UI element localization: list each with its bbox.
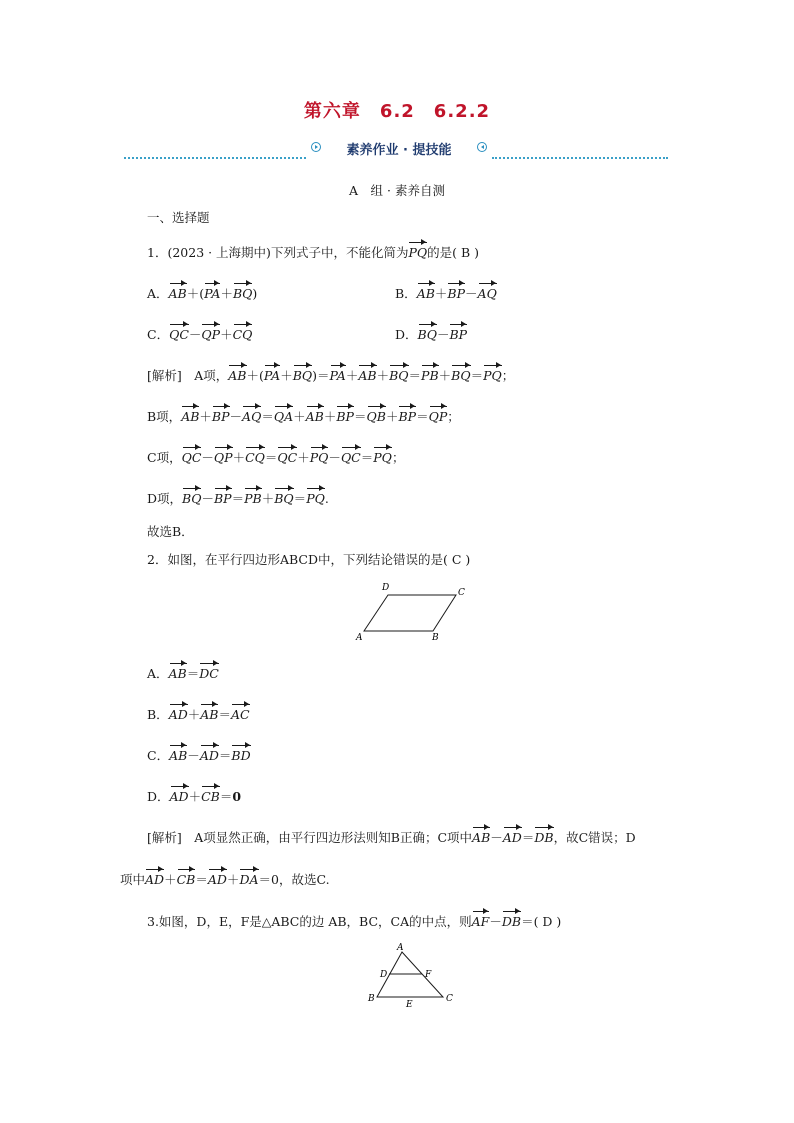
math-expression	[182, 450, 405, 465]
vector: AB	[416, 286, 435, 301]
figure-label-b: B	[432, 633, 439, 642]
vector: AD	[145, 872, 165, 887]
math-expression	[145, 872, 330, 887]
vector: BP	[213, 491, 232, 506]
question-2-option-a	[147, 664, 219, 682]
operator-text: ＋	[187, 707, 201, 722]
vector: AB	[168, 286, 187, 301]
operator-text: ＋	[226, 872, 240, 887]
operator-text: ＋	[199, 409, 212, 424]
question-3-stem	[147, 912, 561, 930]
operator-text: ＋	[385, 409, 399, 424]
operator-text: ＋	[220, 286, 233, 301]
operator-text: ＋	[164, 872, 177, 887]
operator-text: －	[229, 409, 243, 424]
vector: BQ	[389, 368, 409, 383]
operator-text: ＋	[434, 286, 448, 301]
math-expression	[169, 286, 258, 301]
operator-text: ＝	[218, 748, 232, 763]
question-1-option-c	[147, 325, 252, 343]
operator-text: ＋	[438, 368, 452, 383]
vector: AD	[207, 872, 227, 887]
question-1-analysis-b	[147, 407, 460, 425]
vector: BQ	[182, 491, 202, 506]
vector: AB	[305, 409, 324, 424]
operator-text: ＋	[261, 491, 275, 506]
operator-text: －	[328, 450, 341, 465]
option-label: B．	[147, 707, 169, 722]
banner	[309, 138, 489, 158]
divider-right	[492, 157, 668, 159]
question-2-option-d	[147, 787, 241, 805]
option-label: B．	[395, 286, 417, 301]
analysis-suffix: ，故C错误；D	[553, 830, 636, 845]
math-expression	[182, 491, 329, 506]
operator-text: ＋	[293, 409, 306, 424]
vector: PA	[329, 368, 346, 383]
question-1-analysis-d	[147, 489, 329, 507]
operator-text: ＝	[408, 368, 422, 383]
vector: AB	[228, 368, 247, 383]
vector: PB	[244, 491, 262, 506]
vector: AB	[358, 368, 377, 383]
math-expression	[228, 368, 514, 383]
triangle-figure	[364, 940, 460, 1010]
vector: AB	[168, 666, 187, 681]
operator-text: ＝	[416, 409, 429, 424]
figure-label-d: D	[380, 970, 388, 980]
operator-text: ＝	[521, 830, 535, 845]
question-2-option-b	[147, 705, 250, 723]
vector: BQ	[292, 368, 313, 383]
operator-text: ＝	[353, 409, 367, 424]
operator-text: ＋	[220, 327, 233, 342]
operator-text: ＝0，故选C.	[258, 872, 330, 887]
math-expression	[418, 327, 468, 342]
math-expression	[181, 409, 460, 424]
vector: BP	[211, 409, 230, 424]
math-expression	[169, 666, 219, 681]
vector: QC	[169, 327, 189, 342]
math-expression	[170, 789, 242, 804]
vector: AQ	[242, 409, 262, 424]
operator-text: －	[187, 748, 200, 763]
operator-text: ＝	[360, 450, 374, 465]
play-left-icon	[477, 142, 487, 152]
operator-text: ＝	[218, 707, 231, 722]
operator-text: ＝	[195, 872, 208, 887]
vector: PB	[421, 368, 439, 383]
analysis-prefix: [解析] A项，	[147, 368, 229, 383]
option-label: D．	[147, 789, 170, 804]
operator-text: －	[465, 286, 478, 301]
operator-text: －	[188, 327, 202, 342]
question-2-stem: 2．如图，在平行四边形ABCD中，下列结论错误的是( C )	[147, 552, 471, 567]
vector: QA	[273, 409, 294, 424]
option-label: A．	[147, 286, 169, 301]
operator-text: －	[201, 491, 214, 506]
vector: CQ	[232, 327, 253, 342]
vector: AB	[472, 830, 491, 845]
option-label: D．	[395, 327, 418, 342]
vector: DA	[239, 872, 259, 887]
vector: DB	[501, 914, 522, 929]
divider-left	[124, 157, 306, 159]
vector: BP	[449, 327, 468, 342]
operator-text: ＝	[261, 409, 274, 424]
question-2-analysis-line2	[120, 870, 330, 888]
figure-label-c: C	[458, 588, 465, 598]
option-label: C．	[147, 748, 170, 763]
math-expression	[169, 748, 251, 763]
vector: AB	[181, 409, 200, 424]
vector: PA	[263, 368, 281, 383]
operator-text: ＝	[231, 491, 245, 506]
vector: AB	[200, 707, 219, 722]
figure-label-a: A	[397, 943, 404, 953]
vector: QB	[366, 409, 386, 424]
option-label: C．	[147, 327, 170, 342]
vector: BQ	[274, 491, 294, 506]
operator-text: ＝	[186, 666, 200, 681]
analysis-prefix: 项中	[120, 872, 146, 887]
operator-text: .	[324, 491, 329, 506]
vector: PA	[204, 286, 221, 301]
vector: AD	[168, 707, 188, 722]
question-1-option-a	[147, 284, 257, 302]
vector: CB	[201, 789, 220, 804]
vector: AQ	[477, 286, 497, 301]
question-1-analysis-a	[147, 366, 514, 384]
operator-text: ＝	[264, 450, 278, 465]
vector: QC	[340, 450, 361, 465]
question-1-conclusion: 故选B．	[147, 524, 194, 539]
operator-text: －	[436, 327, 450, 342]
option-label: A．	[147, 666, 169, 681]
group-heading: A 组 · 素养自测	[349, 183, 445, 198]
figure-label-c: C	[446, 994, 453, 1004]
operator-text: ；	[501, 368, 515, 383]
vector: QC	[277, 450, 298, 465]
vector: BQ	[451, 368, 471, 383]
parallelogram-shape	[364, 595, 456, 631]
vector: BP	[398, 409, 417, 424]
vector: QP	[213, 450, 233, 465]
operator-text: ＝	[470, 368, 484, 383]
operator-text: ＋(	[186, 286, 205, 301]
zero-vector: 0	[232, 789, 242, 804]
question-3-stem-prefix: 3.如图，D，E，F是△ABC的边 AB，BC，CA的中点，则	[147, 914, 472, 929]
vector: BP	[447, 286, 466, 301]
vector: AF	[471, 914, 490, 929]
vector: AD	[502, 830, 522, 845]
question-1-option-b	[395, 284, 497, 302]
figure-label-a: A	[356, 633, 363, 642]
operator-text: ；	[391, 450, 405, 465]
analysis-prefix: D项，	[147, 491, 183, 506]
question-3-stem-suffix: ＝( D )	[521, 914, 562, 929]
operator-text: ＝	[219, 789, 233, 804]
vector: BD	[231, 748, 251, 763]
vector: AD	[169, 789, 189, 804]
vector: BQ	[232, 286, 253, 301]
vector: BQ	[417, 327, 437, 342]
section-heading: 一、选择题	[147, 210, 210, 225]
analysis-prefix: B项，	[147, 409, 182, 424]
vector: PQ	[483, 368, 502, 383]
vector: PQ	[309, 450, 329, 465]
vector: PQ	[373, 450, 392, 465]
operator-text: ＋	[376, 368, 390, 383]
vector: PQ	[306, 491, 325, 506]
operator-text: ＋	[232, 450, 246, 465]
question-1-stem-prefix: 1．(2023 · 上海期中)下列式子中，不能化简为	[147, 245, 409, 260]
math-expression	[169, 707, 250, 722]
question-2-analysis-line1	[147, 828, 636, 846]
vector: DC	[199, 666, 219, 681]
figure-label-d: D	[382, 583, 390, 593]
vector: CQ	[245, 450, 265, 465]
vector: AB	[169, 748, 188, 763]
math-expression	[417, 286, 497, 301]
banner-text: 素养作业 · 提技能	[346, 143, 452, 158]
page-title: 第六章 6.2 6.2.2	[303, 101, 491, 122]
operator-text: ＋	[345, 368, 359, 383]
vector: CB	[176, 872, 196, 887]
vector: AD	[199, 748, 219, 763]
question-1-stem-suffix: 的是( B )	[427, 245, 480, 260]
operator-text: ＋	[188, 789, 202, 804]
operator-text: －	[201, 450, 214, 465]
math-expression	[169, 327, 252, 342]
analysis-prefix: C项，	[147, 450, 182, 465]
vector: DB	[534, 830, 554, 845]
vector: QC	[181, 450, 202, 465]
vector: BP	[336, 409, 354, 424]
operator-text: －	[489, 914, 502, 929]
operator-text: ＋(	[246, 368, 264, 383]
operator-text: ＋	[280, 368, 293, 383]
analysis-prefix: [解析] A项显然正确，由平行四边形法则知B正确；C项中	[147, 830, 473, 845]
figure-label-b: B	[368, 994, 375, 1004]
question-1-analysis-c	[147, 448, 404, 466]
vector: QP	[201, 327, 221, 342]
vector: QP	[428, 409, 448, 424]
operator-text: ；	[447, 409, 460, 424]
question-1-stem-vector: PQ	[408, 245, 428, 260]
figure-label-f: F	[425, 970, 432, 980]
operator-text: ＝	[293, 491, 307, 506]
operator-text: )	[252, 286, 258, 301]
parallelogram-figure	[350, 578, 475, 642]
question-2-option-c	[147, 746, 251, 764]
operator-text: )＝	[312, 368, 330, 383]
figure-label-e: E	[406, 1000, 413, 1010]
math-expression	[472, 914, 521, 929]
operator-text: ＋	[323, 409, 337, 424]
question-1-stem	[147, 243, 479, 261]
operator-text: ＋	[297, 450, 310, 465]
vector: AC	[231, 707, 250, 722]
math-expression	[472, 830, 554, 845]
operator-text: －	[490, 830, 503, 845]
question-1-option-d	[395, 325, 467, 343]
